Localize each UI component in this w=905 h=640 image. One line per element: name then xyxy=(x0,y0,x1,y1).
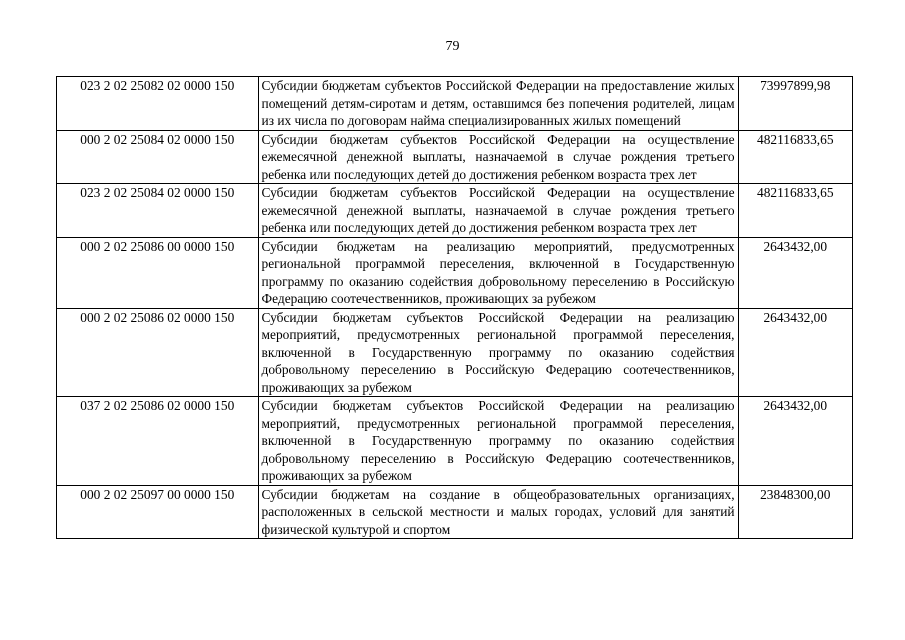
description-cell: Субсидии бюджетам на создание в общеобразовательных организациях, расположенных в сельской местности и малых городах, условий для занятий физической культурой и спортом xyxy=(258,485,738,539)
amount-cell: 482116833,65 xyxy=(738,184,852,238)
description-cell: Субсидии бюджетам на реализацию мероприятий, предусмотренных региональной программой переселения, включенной в Государственную программу по оказанию содействия добровольному переселению в Российскую Федерацию соотечественников, проживающих за рубежом xyxy=(258,237,738,308)
amount-cell: 23848300,00 xyxy=(738,485,852,539)
table-row xyxy=(57,397,853,486)
table-row xyxy=(57,184,853,238)
description-cell: Субсидии бюджетам субъектов Российской Федерации на предоставление жилых помещений детям-сиротам и детям, оставшимся без попечения родителей, лицам из их числа по договорам найма специализированных жилых помещений xyxy=(258,77,738,131)
budget-code-cell: 000 2 02 25086 02 0000 150 xyxy=(57,308,259,397)
budget-code-cell: 000 2 02 25097 00 0000 150 xyxy=(57,485,259,539)
description-cell: Субсидии бюджетам субъектов Российской Федерации на осуществление ежемесячной денежной выплаты, назначаемой в случае рождения третьего ребенка или последующих детей до достижения ребенком возраста трех лет xyxy=(258,130,738,184)
budget-revenue-table xyxy=(56,76,853,539)
budget-code-cell: 000 2 02 25084 02 0000 150 xyxy=(57,130,259,184)
budget-code-cell: 023 2 02 25084 02 0000 150 xyxy=(57,184,259,238)
page-number: 79 xyxy=(445,39,460,54)
description-cell: Субсидии бюджетам субъектов Российской Федерации на реализацию мероприятий, предусмотренных региональной программой переселения, включенной в Государственную программу по оказанию содействия добровольному переселению в Российскую Федерацию соотечественников, проживающих за рубежом xyxy=(258,397,738,486)
budget-code-cell: 023 2 02 25082 02 0000 150 xyxy=(57,77,259,131)
budget-code-cell: 037 2 02 25086 02 0000 150 xyxy=(57,397,259,486)
table-row xyxy=(57,130,853,184)
table-row xyxy=(57,308,853,397)
amount-cell: 2643432,00 xyxy=(738,397,852,486)
table-row xyxy=(57,77,853,131)
amount-cell: 2643432,00 xyxy=(738,308,852,397)
amount-cell: 2643432,00 xyxy=(738,237,852,308)
description-cell: Субсидии бюджетам субъектов Российской Федерации на осуществление ежемесячной денежной выплаты, назначаемой в случае рождения третьего ребенка или последующих детей до достижения ребенком возраста трех лет xyxy=(258,184,738,238)
amount-cell: 482116833,65 xyxy=(738,130,852,184)
description-cell: Субсидии бюджетам субъектов Российской Федерации на реализацию мероприятий, предусмотренных региональной программой переселения, включенной в Государственную программу по оказанию содействия добровольному переселению в Российскую Федерацию соотечественников, проживающих за рубежом xyxy=(258,308,738,397)
table-row xyxy=(57,237,853,308)
budget-code-cell: 000 2 02 25086 00 0000 150 xyxy=(57,237,259,308)
amount-cell: 73997899,98 xyxy=(738,77,852,131)
table-row xyxy=(57,485,853,539)
